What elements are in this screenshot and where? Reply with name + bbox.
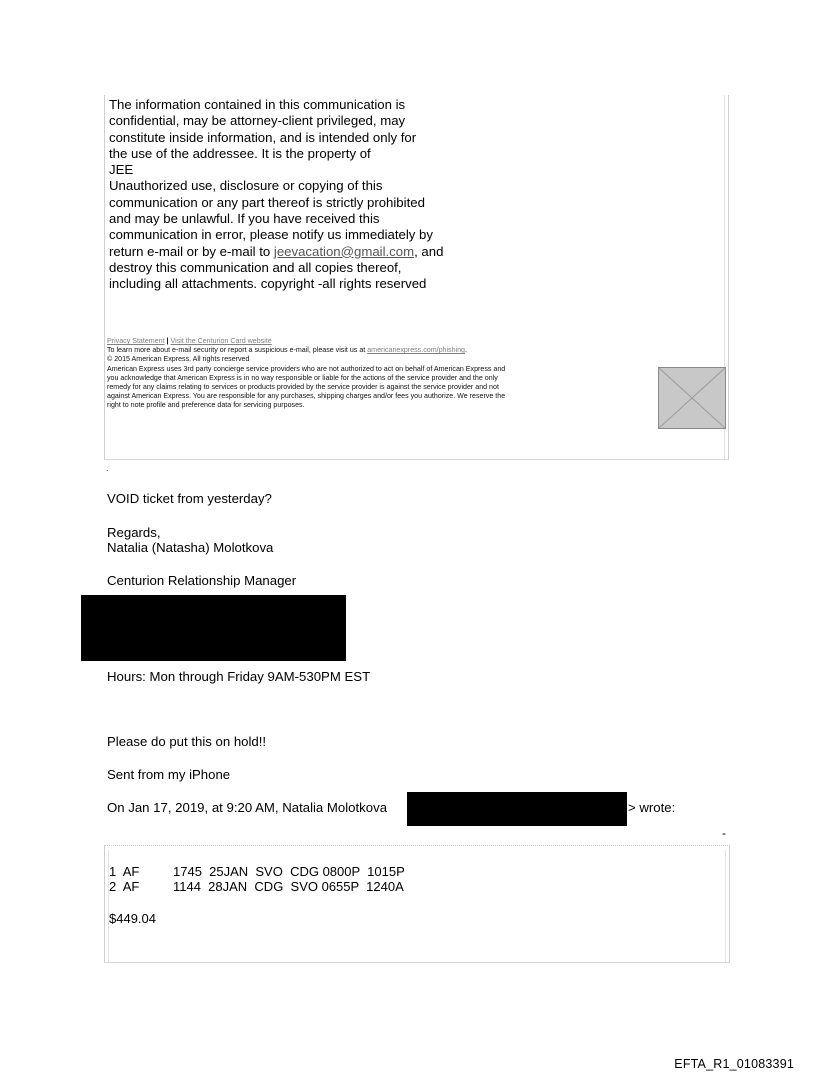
disclaimer-line: remedy for any claims relating to services or products provided by the service provider is against the service provider and not (107, 383, 499, 392)
disclaimer-line: against American Express. You are responsible for any purchases, shipping charges and/or fees you authorize. We reserve the (107, 392, 506, 401)
copyright: © 2015 American Express. All rights reserved (107, 355, 250, 364)
notice-line: The information contained in this communication is (109, 97, 406, 112)
notice-line: the use of the addressee. It is the property of (109, 145, 371, 161)
amex-disclaimer (107, 337, 657, 411)
security-notice (107, 346, 657, 355)
sender-name: Natalia (Natasha) Molotkova (107, 540, 274, 555)
quote-header: On Jan 17, 2019, at 9:20 AM, Natalia Molotkova (107, 800, 388, 815)
hours: Hours: Mon through Friday 9AM-530PM EST (107, 669, 371, 684)
disclaimer-line: right to note profile and preference data for servicing purposes. (107, 401, 305, 410)
itinerary (109, 864, 405, 926)
email-link[interactable]: jeevacation@gmail.com (273, 243, 415, 259)
notice-line-email (109, 244, 489, 260)
segment-airline: 1 AF (109, 864, 140, 879)
fare-price: $449.04 (109, 911, 156, 926)
confidentiality-notice (109, 97, 489, 293)
itinerary-segment (109, 864, 405, 879)
security-text: To learn more about e-mail security or report a suspicious e-mail, please visit us at (107, 346, 368, 355)
security-text: . (465, 346, 467, 355)
stray-dot: . (106, 463, 109, 473)
phishing-link[interactable]: americanexpress.com/phishing (367, 346, 466, 355)
centurion-website-link[interactable]: Visit the Centurion Card website (170, 337, 272, 345)
itinerary-segment (109, 879, 405, 894)
hold-request: Please do put this on hold!! (107, 734, 267, 749)
frame-inner-border (725, 850, 726, 962)
notice-line: and may be unlawful. If you have received this (109, 211, 380, 227)
amex-links (107, 337, 657, 346)
notice-text: , and (414, 243, 444, 259)
disclaimer-line: you acknowledge that American Express is in no way responsible or liable for the actions of the service provider and the only (107, 373, 498, 382)
document-id: EFTA_R1_01083391 (674, 1057, 794, 1071)
redacted-email (407, 792, 627, 826)
notice-text: return e-mail or by e-mail to (109, 243, 274, 259)
notice-line: confidential, may be attorney-client privileged, may (109, 113, 406, 129)
segment-details: 1144 28JAN CDG SVO 0655P 1240A (173, 879, 404, 894)
quote-header-end: > wrote: (628, 800, 676, 815)
notice-line: Unauthorized use, disclosure or copying of this (109, 178, 383, 194)
privacy-statement-link[interactable]: Privacy Statement (107, 337, 165, 345)
void-question: VOID ticket from yesterday? (107, 491, 272, 506)
segment-details: 1745 25JAN SVO CDG 0800P 1015P (173, 864, 405, 879)
notice-line: constitute inside information, and is intended only for (109, 129, 417, 145)
segment-airline: 2 AF (109, 879, 140, 894)
broken-image-placeholder (658, 367, 726, 429)
notice-line: destroy this communication and all copies thereof, (109, 259, 402, 275)
broken-image-icon (659, 368, 725, 428)
notice-line: communication or any part thereof is strictly prohibited (109, 194, 425, 210)
sent-from: Sent from my iPhone (107, 767, 231, 782)
link-separator: | (166, 337, 169, 345)
notice-owner: JEE (109, 162, 134, 178)
regards: Regards, (107, 525, 161, 540)
disclaimer-line: American Express uses 3rd party concierge service providers who are not authorized to act on behalf of American Express and (107, 364, 506, 373)
notice-line: communication in error, please notify us immediately by (109, 227, 433, 243)
notice-line: including all attachments. copyright -all rights reserved (109, 276, 427, 292)
sender-title: Centurion Relationship Manager (107, 573, 297, 588)
redaction-block (81, 595, 346, 661)
stray-dash: - (722, 826, 726, 840)
